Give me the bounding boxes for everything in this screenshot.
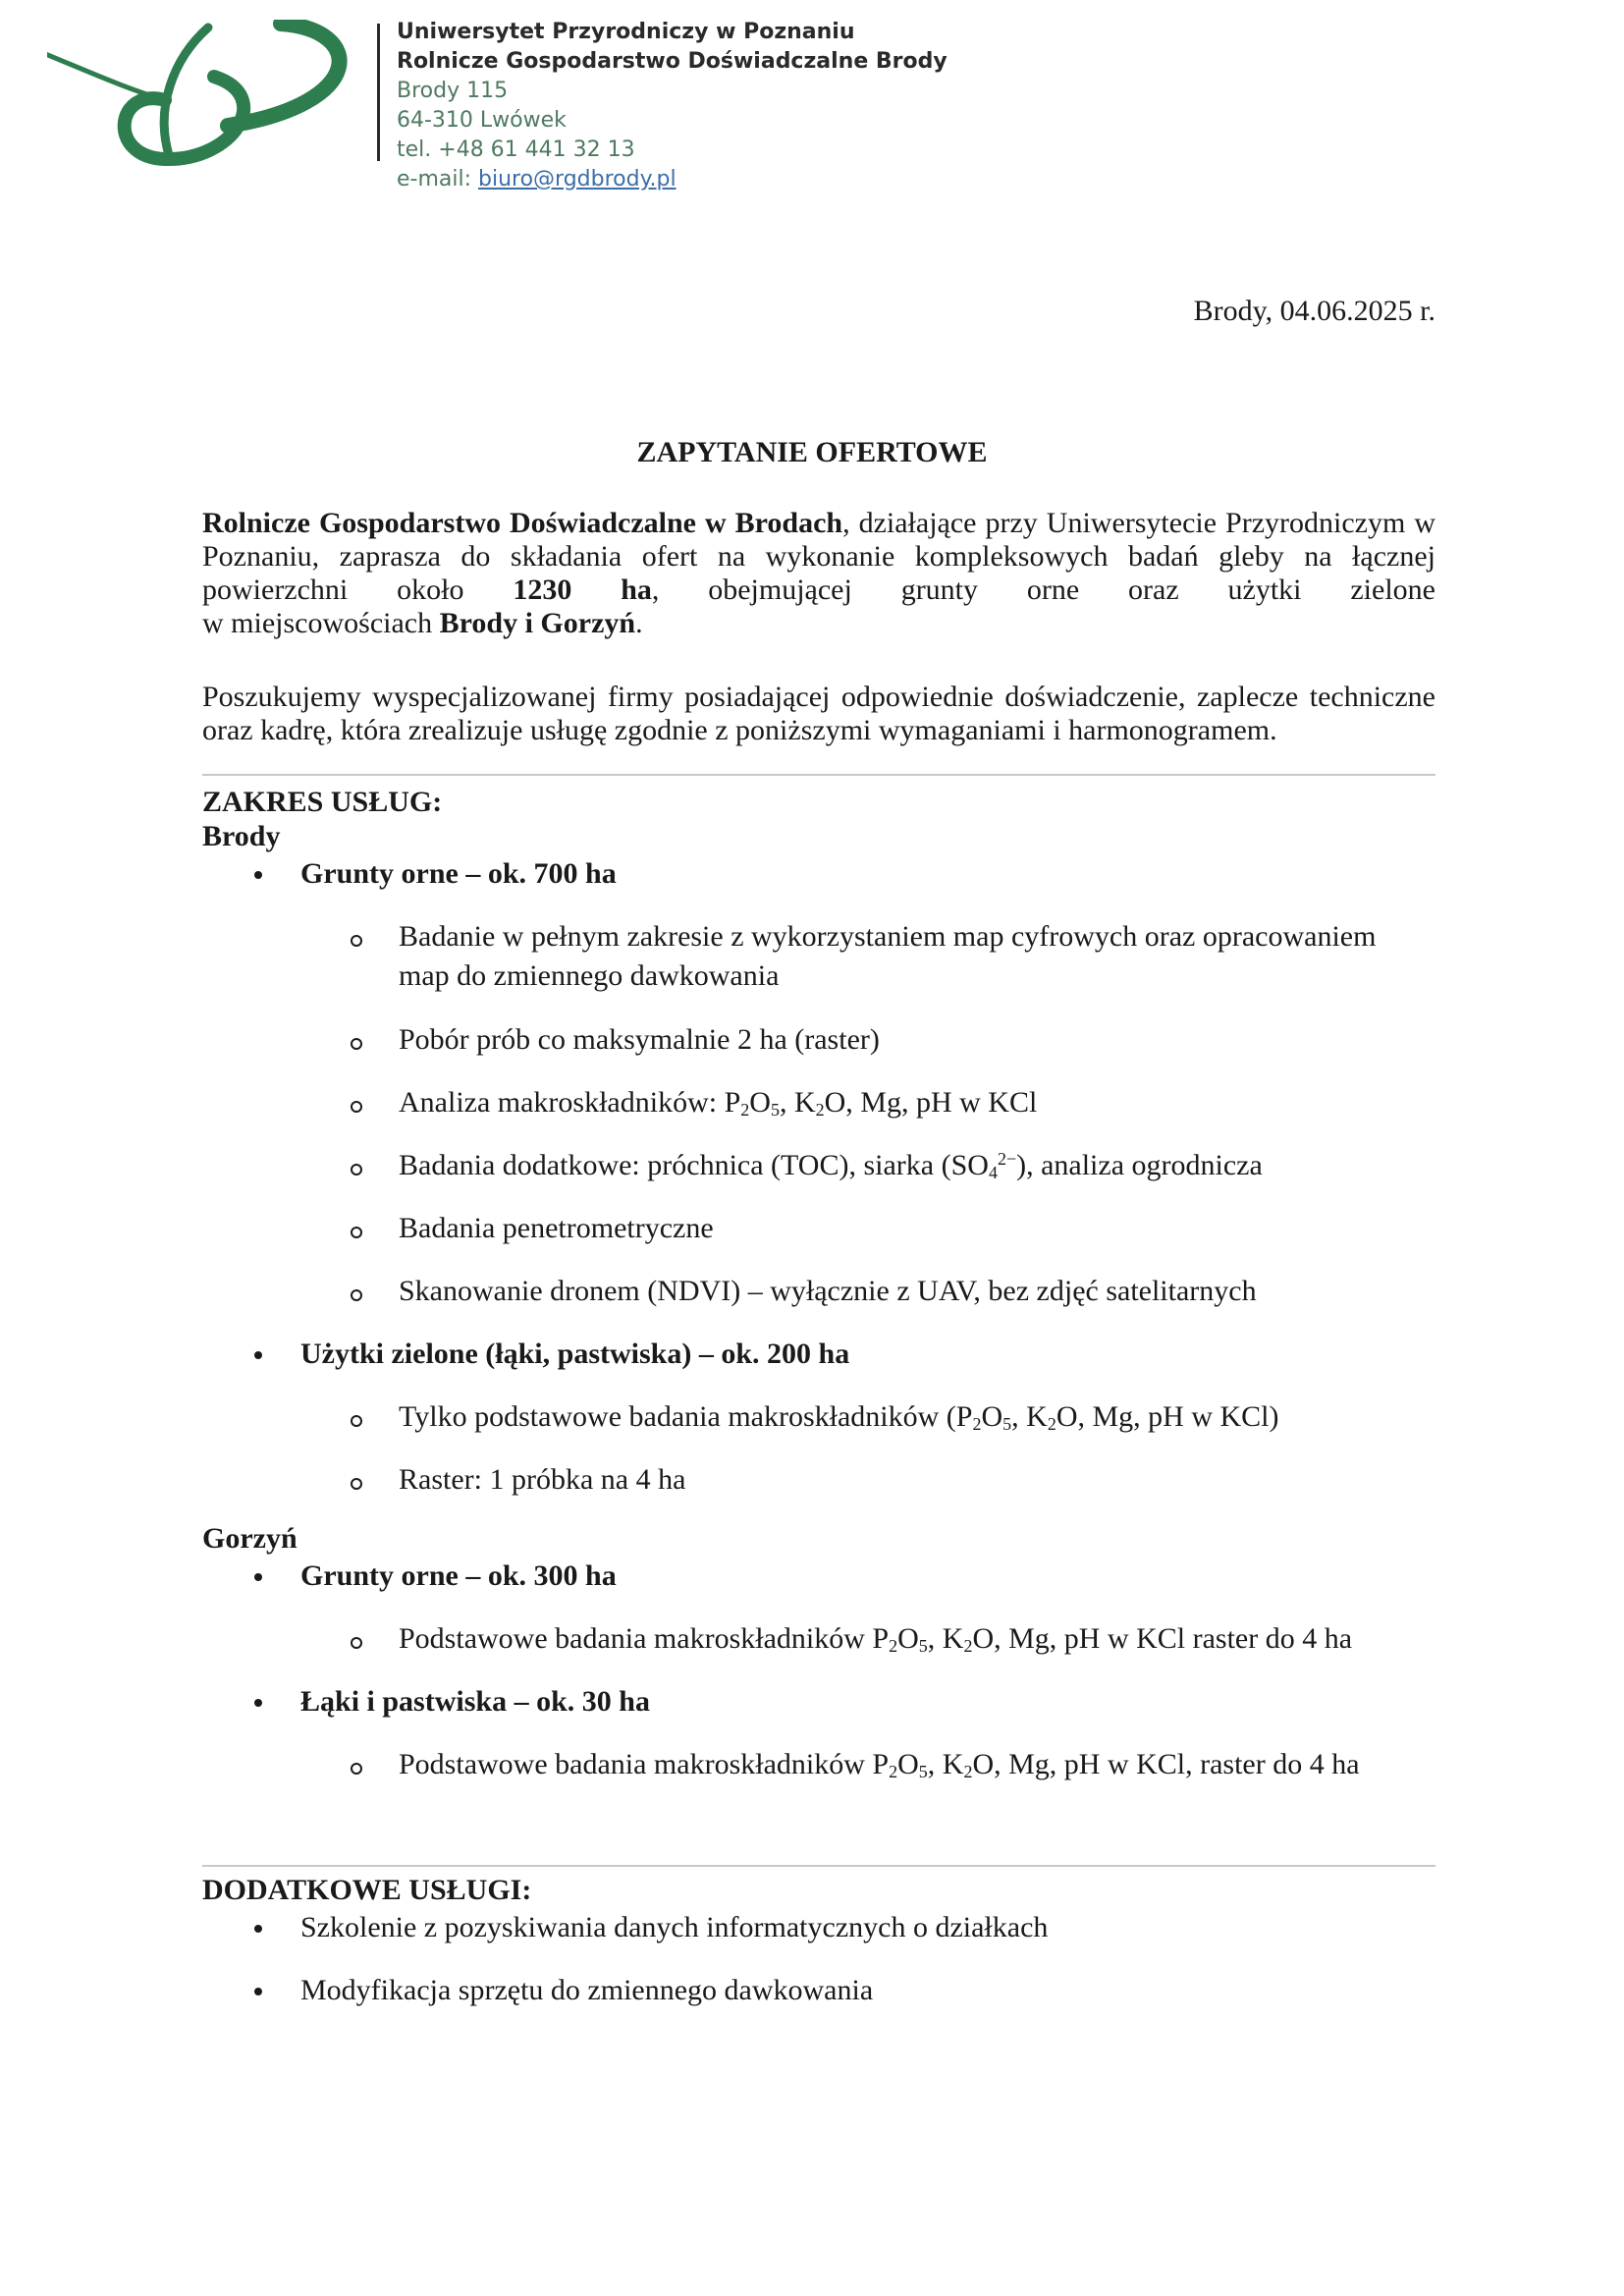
bullet-icon: [254, 871, 262, 879]
letterhead: [397, 18, 947, 194]
brody-arable-label: Grunty orne – ok. 700 ha: [300, 857, 617, 890]
bullet-icon: [254, 1351, 262, 1359]
brody-arable-item-3: Analiza makroskładników: $P_2O_5$, $K_2O$, Mg, pH w KCl: [399, 1086, 1038, 1120]
email-link[interactable]: biuro@rgdbrody.pl: [478, 167, 677, 191]
gorzyn-arable-item-1: Podstawowe badania makroskładników $P_2O_5$, $K_2O$, Mg, pH w KCl raster do 4 ha: [399, 1622, 1353, 1656]
circle-bullet-icon: [351, 1763, 362, 1775]
university-logo: [47, 20, 361, 167]
address-line-1: Brody 115: [397, 79, 509, 103]
circle-bullet-icon: [351, 1101, 362, 1113]
bullet-icon: [254, 1988, 262, 1995]
intro-line-4: w miejscowościach Brody i Gorzyń.: [202, 607, 643, 639]
section-brody: Brody: [202, 820, 281, 852]
gorzyn-meadows-item-1: Podstawowe badania makroskładników $P_2O_5$, $K_2O$, Mg, pH w KCl, raster do 4 ha: [399, 1748, 1360, 1781]
circle-bullet-icon: [351, 1164, 362, 1175]
university-name: Uniwersytet Przyrodniczy w Poznaniu: [397, 20, 855, 44]
intro-line-1: Rolnicze Gospodarstwo Doświadczalne w Brodach, działające przy Uniwersytecie Przyrodniczym w: [202, 507, 1435, 539]
brody-arable-item-5: Badania penetrometryczne: [399, 1212, 714, 1244]
circle-bullet-icon: [351, 935, 362, 947]
bullet-icon: [254, 1925, 262, 1933]
search-paragraph: [202, 681, 1435, 747]
section-gorzyn: Gorzyń: [202, 1522, 298, 1555]
phone: tel. +48 61 441 32 13: [397, 137, 635, 162]
organization-name: Rolnicze Gospodarstwo Doświadczalne w Brodach: [202, 507, 843, 539]
scope-heading: ZAKRES USŁUG:: [202, 786, 443, 818]
brody-arable-item-1b: map do zmiennego dawkowania: [399, 959, 780, 992]
locations: Brody i Gorzyń: [439, 607, 636, 639]
brody-arable-item-2: Pobór prób co maksymalnie 2 ha (raster): [399, 1023, 880, 1056]
additional-item-2: Modyfikacja sprzętu do zmiennego dawkowania: [300, 1974, 874, 2006]
bullet-icon: [254, 1699, 262, 1707]
divider: [202, 774, 1435, 776]
gorzyn-arable-label: Grunty orne – ok. 300 ha: [300, 1559, 617, 1592]
circle-bullet-icon: [351, 1227, 362, 1238]
email-label: e-mail:: [397, 167, 479, 191]
brody-grassland-label: Użytki zielone (łąki, pastwiska) – ok. 200 ha: [300, 1338, 850, 1370]
document-title: ZAPYTANIE OFERTOWE: [636, 436, 988, 468]
brody-arable-item-4: Badania dodatkowe: próchnica (TOC), siarka $(SO_4^{2-})$, analiza ogrodnicza: [399, 1149, 1263, 1182]
additional-heading: DODATKOWE USŁUGI:: [202, 1874, 532, 1906]
additional-item-1: Szkolenie z pozyskiwania danych informatycznych o działkach: [300, 1911, 1049, 1943]
farm-name: Rolnicze Gospodarstwo Doświadczalne Brody: [397, 49, 947, 74]
circle-bullet-icon: [351, 1415, 362, 1427]
address-line-2: 64-310 Lwówek: [397, 108, 567, 133]
total-area: 1230 ha: [513, 574, 652, 606]
circle-bullet-icon: [351, 1289, 362, 1301]
bullet-icon: [254, 1573, 262, 1581]
divider: [202, 1865, 1435, 1867]
search-line-1: Poszukujemy wyspecjalizowanej firmy posiadającej odpowiednie doświadczenie, zaplecze techniczne: [202, 681, 1435, 713]
circle-bullet-icon: [351, 1478, 362, 1490]
circle-bullet-icon: [351, 1637, 362, 1649]
brody-arable-item-1a: Badanie w pełnym zakresie z wykorzystaniem map cyfrowych oraz opracowaniem: [399, 920, 1377, 953]
document-date: Brody, 04.06.2025 r.: [1193, 295, 1435, 327]
intro-line-3: powierzchni około 1230 ha, obejmującej grunty orne oraz użytki zielone: [202, 574, 1435, 606]
letterhead-divider: [377, 24, 380, 161]
gorzyn-meadows-label: Łąki i pastwiska – ok. 30 ha: [300, 1685, 650, 1718]
email-line: [397, 165, 947, 194]
brody-arable-item-6: Skanowanie dronem (NDVI) – wyłącznie z UAV, bez zdjęć satelitarnych: [399, 1275, 1257, 1307]
intro-line-2: Poznaniu, zaprasza do składania ofert na wykonanie kompleksowych badań gleby na łącznej: [202, 540, 1435, 573]
intro-paragraph: [202, 507, 1435, 640]
search-line-2: oraz kadrę, która zrealizuje usługę zgodnie z poniższymi wymaganiami i harmonogramem.: [202, 714, 1277, 746]
circle-bullet-icon: [351, 1038, 362, 1050]
brody-grassland-item-1: Tylko podstawowe badania makroskładników ($P_2O_5$, $K_2O$, Mg, pH w KCl): [399, 1400, 1279, 1434]
brody-grassland-item-2: Raster: 1 próbka na 4 ha: [399, 1463, 686, 1496]
